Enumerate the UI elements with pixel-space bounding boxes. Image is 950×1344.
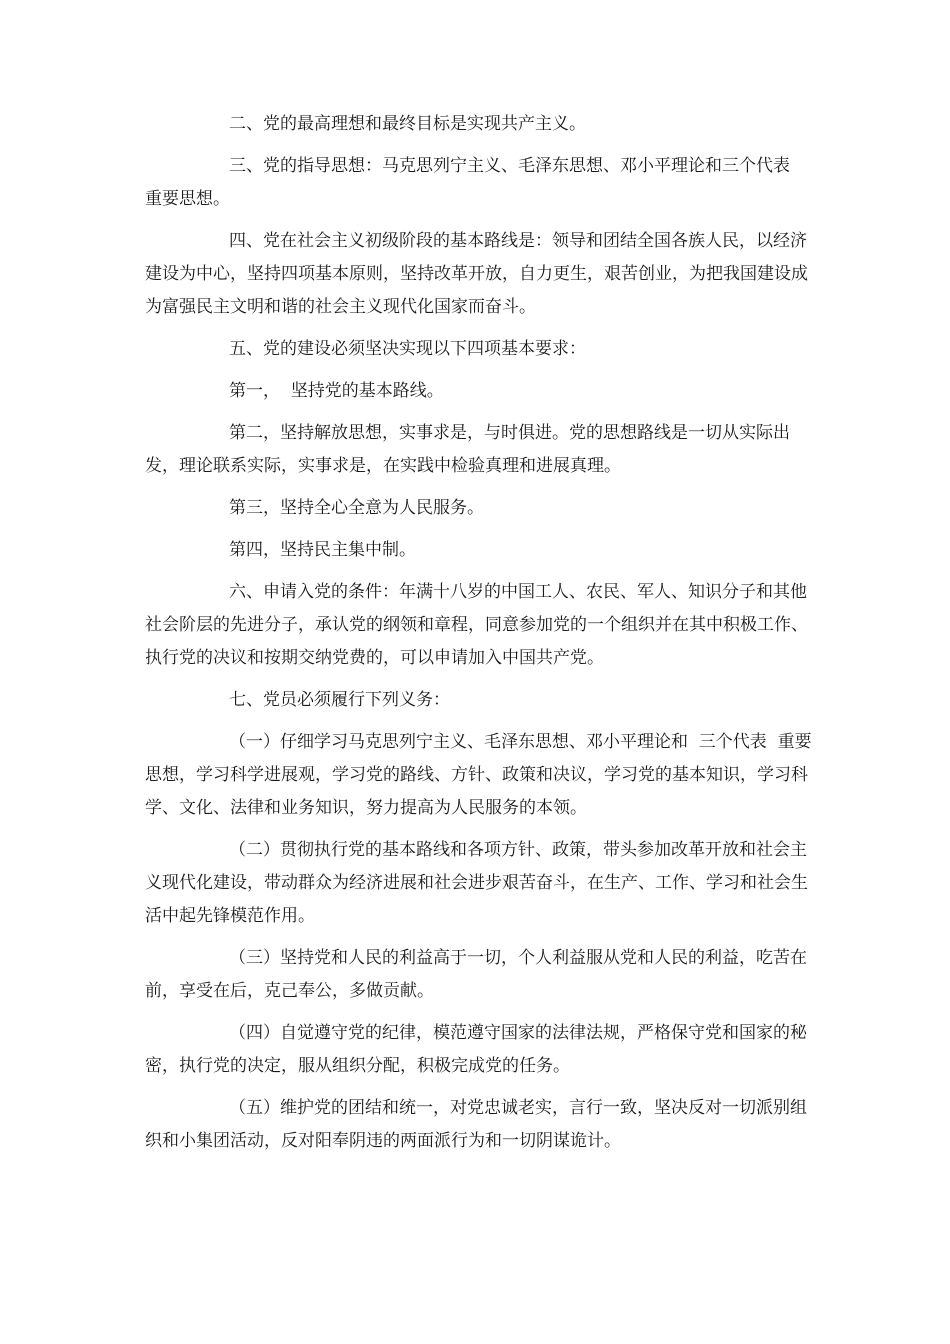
paragraph-requirement-3: 第三，坚持全心全意为人民服务。 xyxy=(229,498,484,518)
paragraph-duty-2: （二）贯彻执行党的基本路线和各项方针、政策，带头参加改革开放和社会主义现代化建设，带动群众为经济进展和社会进步艰苦奋斗，在生产、​工作、学习和社会生活中起先锋模范作用。 xyxy=(145,840,808,926)
paragraph-requirement-1: 第一， 坚持党的基本路线。 xyxy=(229,381,444,401)
paragraph-duties-heading: 七、党员必须履行下列义务： xyxy=(229,690,450,710)
paragraph-duty-4: （四）自觉遵守党的纪律，模范遵守国家的法律法规，严格保守党和国家的秘密，执行党的决定，服从组织分配，积极完成党的任务。 xyxy=(145,1023,807,1076)
paragraph-guiding-thought: 三、党的指导思想：马克思列宁主义、毛泽东思想、邓小平理论和​三个代表 重要思想。 xyxy=(145,156,801,209)
paragraph-basic-line: 四、党在社会主义初级阶段的基本路线是：领导和团结全国各族人民，以经济建设为中心，坚持四项基本原则，坚持改革开放，自力更生，艰苦创业，为把我国建设成为富强民主文明和谐的社会主义现代化国家而奋斗。 xyxy=(145,231,808,317)
paragraph-requirement-4: 第四，坚持民主集中制。 xyxy=(229,540,416,560)
paragraph-membership-conditions: 六、申请入党的条件：年满十八岁的中国工人、农民、军人、知识分子和其他社会阶层的先进分子，承认党的纲领和章程，同意参加党的一个组织​并在其中积极工作、执行党的决议和按期交纳党费的，可以申请加入中国共产党。 xyxy=(145,582,808,668)
paragraph-ideal: 二、党的最高理想和最终目标是实现共产主义。 xyxy=(229,114,586,134)
paragraph-duty-5: （五）维护党的团结和统一，对党忠诚老实，言行一致，坚决反对一切派别组织和小集团活动，反对阳奉阴违的两面派行为和一切阴谋诡计。 xyxy=(145,1098,807,1151)
paragraph-requirements-heading: 五、党的建设必须坚决实现以下四项基本要求： xyxy=(229,339,586,359)
document-body xyxy=(145,108,817,1167)
paragraph-duty-3: （三）坚持党和人民的利益高于一切，个人利益服从党和人民的利益，吃苦在前，享受在后，克己奉公，多做贡献。 xyxy=(145,948,807,1001)
paragraph-duty-1: （一）仔细学习马克思列宁主义、毛泽东思想、邓小平理论和 三个代表 重要思想，学习科学进展观，学习党的路线、方针、政策和决议，学习党的基本知识，学习科学、文化、法律和业务知识，努力提高为人民服务的本领。 xyxy=(145,732,812,818)
paragraph-requirement-2: 第二，坚持解放思想，实事求是，与时俱进。党的思想路线是一切从实际出发，理论联系实际，实事求是，在实践中检验真理和进展真理。 xyxy=(145,423,790,476)
